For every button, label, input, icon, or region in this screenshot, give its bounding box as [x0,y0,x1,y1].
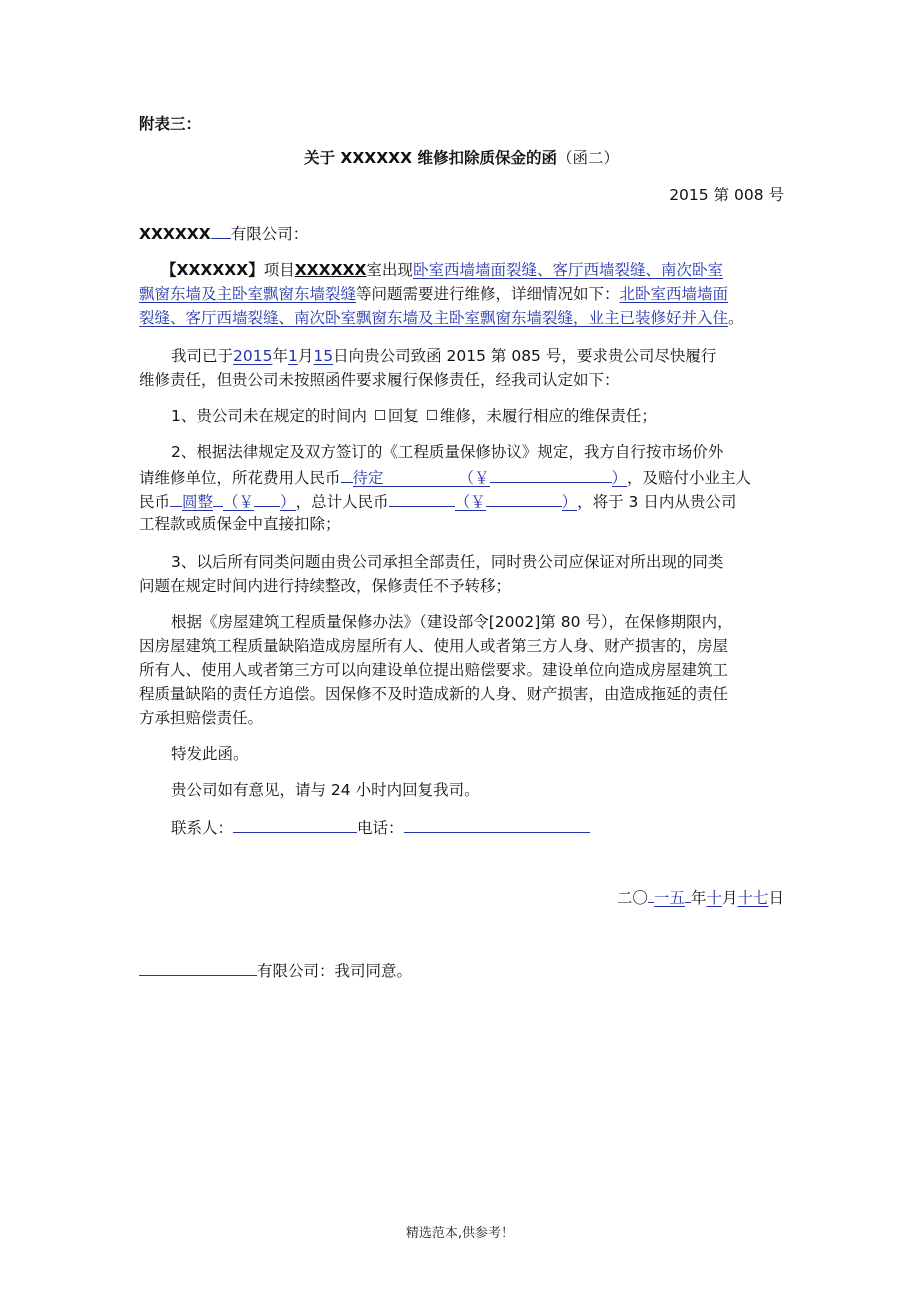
reply-option-label: 回复 [387,407,419,425]
para3-text: 根据《房屋建筑工程质量保修办法》（建设部令[2002]第 80 号），在保修期限内， [171,613,733,631]
para2-line2: 维修责任，但贵公司未按照函件要求履行保修责任，经我司认定如下： [139,371,620,389]
issue-list: 卧室西墙墙面裂缝、客厅西墙裂缝、南次卧室 [412,261,723,279]
closing-line [139,742,784,766]
issue-detail: 北卧室西墙墙面 [619,285,729,303]
date-day: 十七 [737,889,769,907]
item1-text: 1、贵公司未在规定的时间内 [171,407,367,425]
item2-text: 请维修单位，所花费用人民币 [139,469,341,487]
issue-detail: 裂缝、客厅西墙裂缝、南次卧室飘窗东墙及主卧室飘窗东墙裂缝，业主已装修好并入住 [139,309,729,327]
date-month: 十 [706,889,722,907]
reply-request-text: 贵公司如有意见，请与 24 小时内回复我司。 [171,781,480,799]
attachment-label: 附表三： [139,115,202,133]
phone-label: 电话： [357,819,404,837]
item1 [139,404,784,428]
date-text: 日 [768,889,784,907]
repair-option-label: 维修，未履行相应的维保责任； [439,407,657,425]
doc-number: 2015 第 008 号 [669,186,784,204]
para1-text: 等问题需要进行维修，详细情况如下： [356,285,620,303]
item2-text: ，总计人民币 [295,493,389,511]
total-value-blank[interactable] [389,488,455,507]
para3-line2: 因房屋建筑工程质量缺陷造成房屋所有人、使用人或者第三方人身、财产损害的，房屋 [139,637,729,655]
contact-person-field[interactable] [233,814,357,833]
repair-fee-amount-blank[interactable] [490,464,612,483]
para3-line1 [139,610,784,634]
page-footer: 精选范本,供参考！ [405,1226,515,1241]
reply-request [139,778,784,802]
prior-letter-month: 1 [287,347,298,365]
issue-list: 飘窗东墙及主卧室飘窗东墙裂缝 [139,285,357,303]
prior-letter-day: 15 [313,347,334,365]
item2-text: ，及赔付小业主人 [627,469,752,487]
item3-line2: 问题在规定时间内进行持续整改，保修责任不予转移； [139,577,512,595]
item3-line1 [139,550,784,574]
para1-text: 。 [728,309,744,327]
total-amount-blank[interactable] [486,488,562,507]
paren-close: ） [562,490,578,511]
para1-text: 室出现 [366,261,413,279]
title-sub: （函二） [556,149,619,167]
agreeing-company-field[interactable] [139,957,257,976]
date-text: 二〇 [616,889,648,907]
item3-text: 3、以后所有同类问题由贵公司承担全部责任，同时贵公司应保证对所出现的同类 [171,553,724,571]
agreement-text: 有限公司：我司同意。 [257,962,413,980]
para2-text: 月 [297,347,314,365]
date-text: 月 [721,889,738,907]
addressee-name: XXXXXX [139,225,211,243]
item2-text: ，将于 3 日内从贵公司 [577,493,737,511]
paren-close: ） [612,466,628,487]
date-text: 年 [690,889,707,907]
item2-line1 [139,440,784,464]
para3-line5: 方承担赔偿责任。 [139,709,264,727]
repair-checkbox[interactable] [427,410,437,420]
para3-line3: 所有人、使用人或者第三方可以向建设单位提出赔偿要求。建设单位向造成房屋建筑工 [139,661,729,679]
letter-title [139,146,784,170]
reply-checkbox[interactable] [375,410,385,420]
item2-text: 2、根据法律规定及双方签订的《工程质量保修协议》规定，我方自行按市场价外 [171,443,724,461]
yen-open: （￥ [459,466,490,487]
para2-line1 [139,344,784,368]
compensation-amount-blank[interactable] [254,488,280,507]
prior-letter-year: 2015 [233,347,273,365]
closing-text: 特发此函。 [171,745,249,763]
paren-close: ） [280,490,296,511]
yen-open: （￥ [223,490,254,511]
contact-line [139,814,784,840]
room-number: XXXXXX [294,261,367,279]
item2-line4: 工程款或质保金中直接扣除； [139,515,341,533]
yen-open: （￥ [455,490,486,511]
item2-line3 [139,488,784,514]
addressee-blank [211,220,231,239]
addressee [139,220,784,246]
project-name: 【XXXXXX】 [161,261,264,279]
title-main: 关于 XXXXXX 维修扣除质保金的函 [303,149,557,167]
para1-line3 [139,306,784,330]
item2-text: 民币 [139,493,171,511]
addressee-suffix: 有限公司： [230,225,309,243]
phone-field[interactable] [404,814,590,833]
date-year: 一五 [653,889,685,907]
agreement-line [139,957,784,983]
para2-text: 年 [272,347,288,365]
para3-line4: 程质量缺陷的责任方追偿。因保修不及时造成新的人身、财产损害，由造成拖延的责任 [139,685,729,703]
para2-text: 日向贵公司致函 2015 第 085 号，要求贵公司尽快履行 [333,347,717,365]
repair-fee-value[interactable]: 待定 [353,466,459,487]
item2-line2 [139,464,784,490]
para1-line1 [139,258,784,282]
compensation-value[interactable]: 圆整 [182,490,213,511]
para2-text: 我司已于 [171,347,234,365]
para1-text: 项目 [263,261,295,279]
letter-date [139,884,784,910]
contact-person-label: 联系人： [171,819,234,837]
para1-line2 [139,282,784,306]
